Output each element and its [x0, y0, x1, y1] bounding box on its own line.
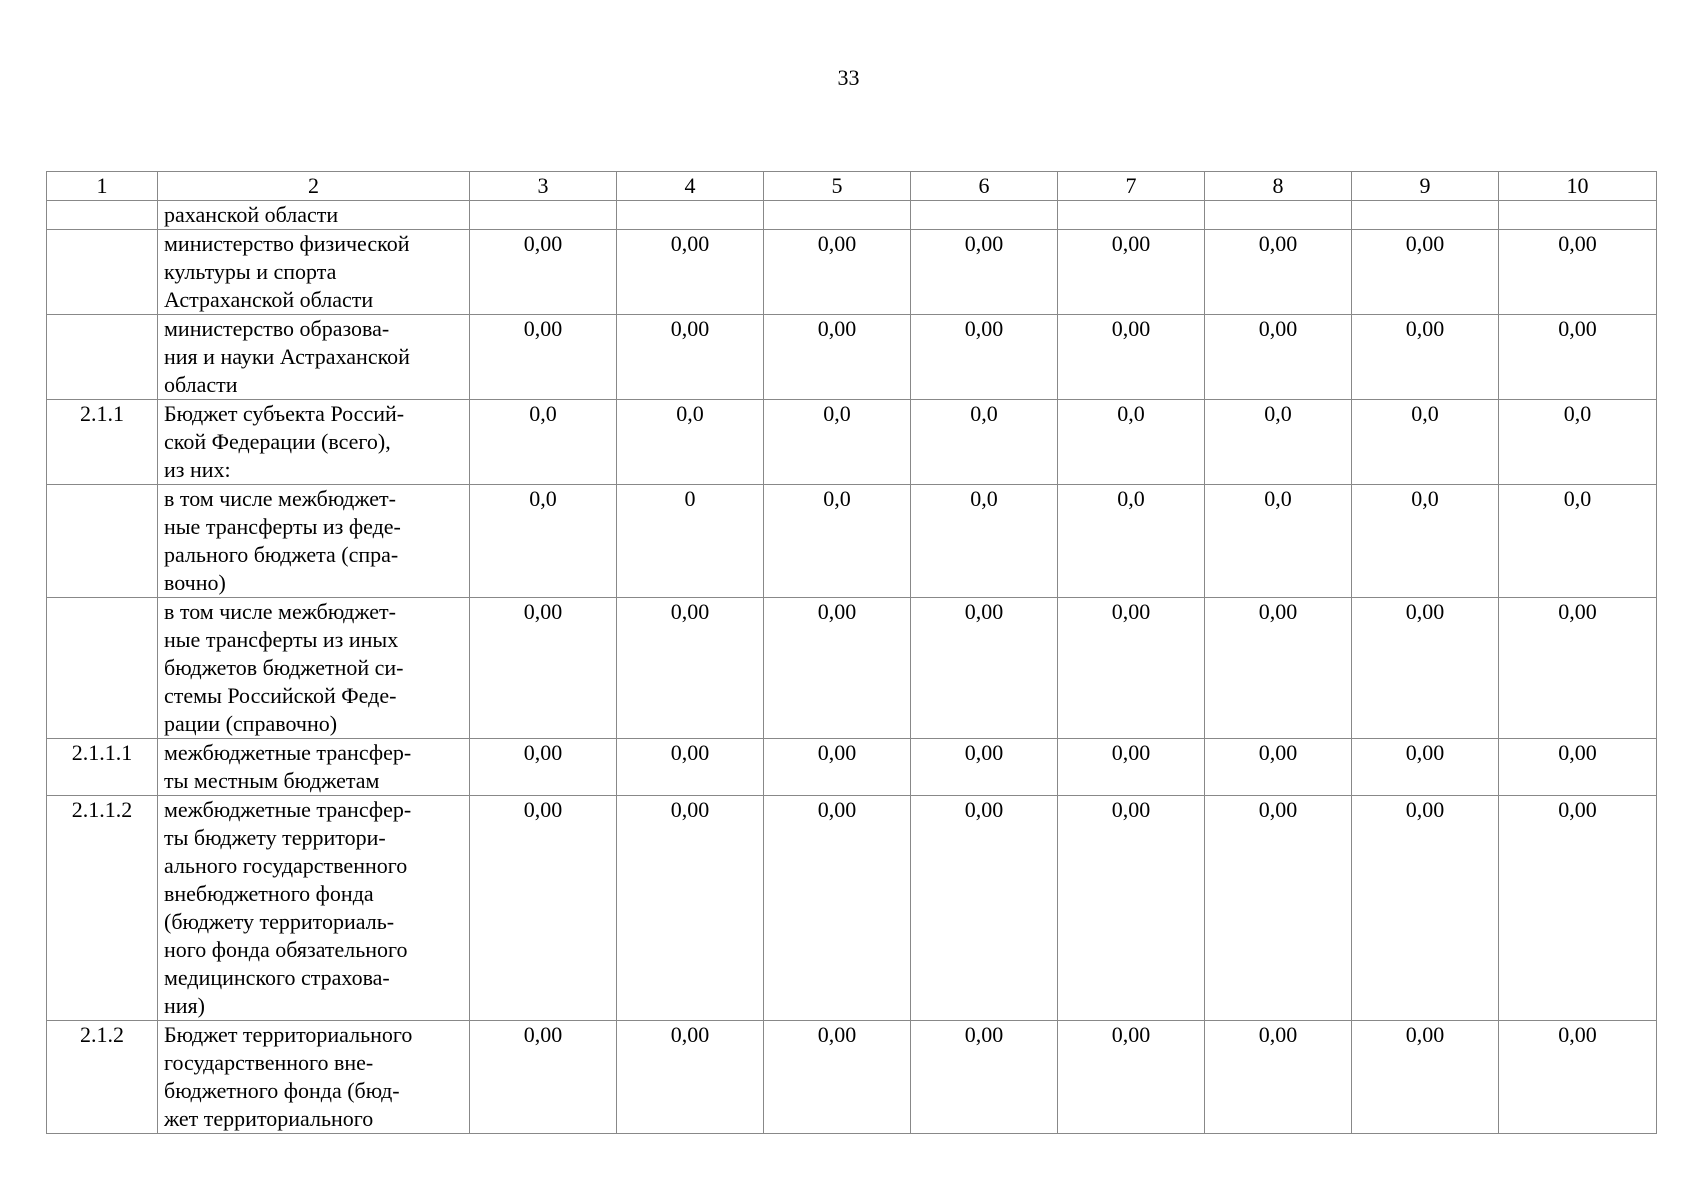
value-cell: 0,0 [1352, 400, 1499, 485]
value-cell: 0,0 [911, 485, 1058, 598]
value-cell: 0,0 [617, 400, 764, 485]
row-code [47, 230, 158, 315]
table-body [47, 172, 1657, 1134]
value-cell: 0,00 [911, 230, 1058, 315]
value-cell: 0,0 [1058, 485, 1205, 598]
value-cell: 0,0 [1352, 485, 1499, 598]
value-cell: 0,00 [470, 230, 617, 315]
value-cell: 0,00 [764, 315, 911, 400]
description-line: жет территориального [164, 1106, 374, 1131]
value-cell: 0,00 [1499, 796, 1657, 1021]
description-line: ные трансферты из иных [164, 627, 399, 652]
description-line: ты бюджету территори- [164, 825, 386, 850]
column-header: 6 [911, 172, 1058, 201]
value-cell: 0,00 [1352, 739, 1499, 796]
description-line: ты местным бюджетам [164, 768, 380, 793]
row-code: 2.1.1 [47, 400, 158, 485]
row-code: 2.1.1.2 [47, 796, 158, 1021]
row-description [158, 315, 470, 400]
row-description [158, 1021, 470, 1134]
value-cell: 0,00 [1058, 315, 1205, 400]
description-line: в том числе межбюджет- [164, 599, 396, 624]
column-header: 8 [1205, 172, 1352, 201]
description-line: в том числе межбюджет- [164, 486, 396, 511]
value-cell: 0,00 [1352, 796, 1499, 1021]
value-cell: 0,0 [1058, 400, 1205, 485]
value-cell: 0,00 [764, 1021, 911, 1134]
description-line: (бюджету территориаль- [164, 909, 395, 934]
row-description [158, 598, 470, 739]
value-cell: 0,00 [764, 598, 911, 739]
description-line: вочно) [164, 570, 226, 595]
row-description [158, 400, 470, 485]
description-line: ального государственного [164, 853, 408, 878]
value-cell [1499, 201, 1657, 230]
value-cell: 0,00 [1058, 739, 1205, 796]
description-line: Астраханской области [164, 287, 374, 312]
value-cell: 0,00 [764, 796, 911, 1021]
value-cell [1352, 201, 1499, 230]
value-cell: 0,0 [1499, 400, 1657, 485]
value-cell: 0,0 [911, 400, 1058, 485]
description-line: рального бюджета (спра- [164, 542, 399, 567]
value-cell: 0,00 [911, 315, 1058, 400]
value-cell [911, 201, 1058, 230]
value-cell: 0,00 [911, 739, 1058, 796]
value-cell: 0,00 [1205, 230, 1352, 315]
value-cell: 0,00 [764, 739, 911, 796]
description-line: ния и науки Астраханской [164, 344, 410, 369]
column-header: 2 [158, 172, 470, 201]
value-cell [1058, 201, 1205, 230]
table-row [47, 230, 1657, 315]
value-cell: 0,00 [617, 796, 764, 1021]
description-line: внебюджетного фонда [164, 881, 374, 906]
value-cell: 0 [617, 485, 764, 598]
value-cell [470, 201, 617, 230]
value-cell: 0,00 [1499, 230, 1657, 315]
table-row [47, 400, 1657, 485]
value-cell: 0,00 [764, 230, 911, 315]
row-code [47, 201, 158, 230]
row-description [158, 485, 470, 598]
value-cell: 0,00 [470, 739, 617, 796]
value-cell: 0,00 [1205, 598, 1352, 739]
description-line: министерство образова- [164, 316, 390, 341]
description-line: бюджетов бюджетной си- [164, 655, 404, 680]
value-cell: 0,00 [617, 598, 764, 739]
value-cell: 0,00 [1058, 230, 1205, 315]
row-description [158, 739, 470, 796]
budget-table [46, 171, 1657, 1134]
column-number-row [47, 172, 1657, 201]
table-row [47, 598, 1657, 739]
value-cell: 0,00 [1205, 739, 1352, 796]
value-cell: 0,00 [911, 796, 1058, 1021]
description-line: ного фонда обязательного [164, 937, 408, 962]
column-header: 9 [1352, 172, 1499, 201]
value-cell: 0,00 [1205, 1021, 1352, 1134]
value-cell: 0,00 [617, 1021, 764, 1134]
value-cell [764, 201, 911, 230]
row-description [158, 201, 470, 230]
description-line: раханской области [164, 202, 339, 227]
page-number: 33 [837, 65, 860, 90]
table-row [47, 485, 1657, 598]
value-cell: 0,0 [764, 400, 911, 485]
value-cell: 0,00 [1499, 1021, 1657, 1134]
value-cell: 0,00 [1205, 315, 1352, 400]
value-cell: 0,0 [1205, 485, 1352, 598]
description-line: рации (справочно) [164, 711, 338, 736]
row-description [158, 230, 470, 315]
column-header: 1 [47, 172, 158, 201]
value-cell: 0,00 [1499, 739, 1657, 796]
description-line: министерство физической [164, 231, 410, 256]
value-cell: 0,00 [617, 739, 764, 796]
table-row [47, 739, 1657, 796]
row-code: 2.1.1.1 [47, 739, 158, 796]
table-row [47, 796, 1657, 1021]
value-cell: 0,0 [1205, 400, 1352, 485]
value-cell: 0,00 [1499, 315, 1657, 400]
column-header: 10 [1499, 172, 1657, 201]
value-cell: 0,0 [470, 400, 617, 485]
value-cell: 0,00 [470, 598, 617, 739]
description-line: ния) [164, 993, 205, 1018]
column-header: 4 [617, 172, 764, 201]
description-line: культуры и спорта [164, 259, 337, 284]
description-line: межбюджетные трансфер- [164, 740, 412, 765]
value-cell: 0,00 [470, 1021, 617, 1134]
value-cell: 0,00 [911, 598, 1058, 739]
row-code: 2.1.2 [47, 1021, 158, 1134]
row-code [47, 598, 158, 739]
description-line: области [164, 372, 238, 397]
value-cell: 0,00 [1352, 315, 1499, 400]
description-line: из них: [164, 457, 231, 482]
value-cell: 0,00 [617, 315, 764, 400]
row-description [158, 796, 470, 1021]
value-cell: 0,00 [1205, 796, 1352, 1021]
value-cell: 0,0 [1499, 485, 1657, 598]
value-cell: 0,00 [1058, 796, 1205, 1021]
table-row [47, 315, 1657, 400]
column-header: 3 [470, 172, 617, 201]
description-line: государственного вне- [164, 1050, 374, 1075]
value-cell: 0,00 [1499, 598, 1657, 739]
description-line: ные трансферты из феде- [164, 514, 401, 539]
description-line: межбюджетные трансфер- [164, 797, 412, 822]
column-header: 7 [1058, 172, 1205, 201]
description-line: Бюджет территориального [164, 1022, 413, 1047]
row-code [47, 485, 158, 598]
description-line: стемы Российской Феде- [164, 683, 397, 708]
column-header: 5 [764, 172, 911, 201]
value-cell: 0,00 [1058, 598, 1205, 739]
value-cell: 0,00 [470, 315, 617, 400]
value-cell: 0,00 [617, 230, 764, 315]
value-cell [617, 201, 764, 230]
value-cell [1205, 201, 1352, 230]
table-row [47, 1021, 1657, 1134]
description-line: медицинского страхова- [164, 965, 390, 990]
table-row [47, 201, 1657, 230]
value-cell: 0,00 [911, 1021, 1058, 1134]
value-cell: 0,00 [1352, 1021, 1499, 1134]
value-cell: 0,00 [1058, 1021, 1205, 1134]
value-cell: 0,0 [470, 485, 617, 598]
value-cell: 0,00 [1352, 598, 1499, 739]
description-line: бюджетного фонда (бюд- [164, 1078, 400, 1103]
description-line: Бюджет субъекта Россий- [164, 401, 405, 426]
value-cell: 0,00 [470, 796, 617, 1021]
description-line: ской Федерации (всего), [164, 429, 391, 454]
value-cell: 0,0 [764, 485, 911, 598]
row-code [47, 315, 158, 400]
value-cell: 0,00 [1352, 230, 1499, 315]
